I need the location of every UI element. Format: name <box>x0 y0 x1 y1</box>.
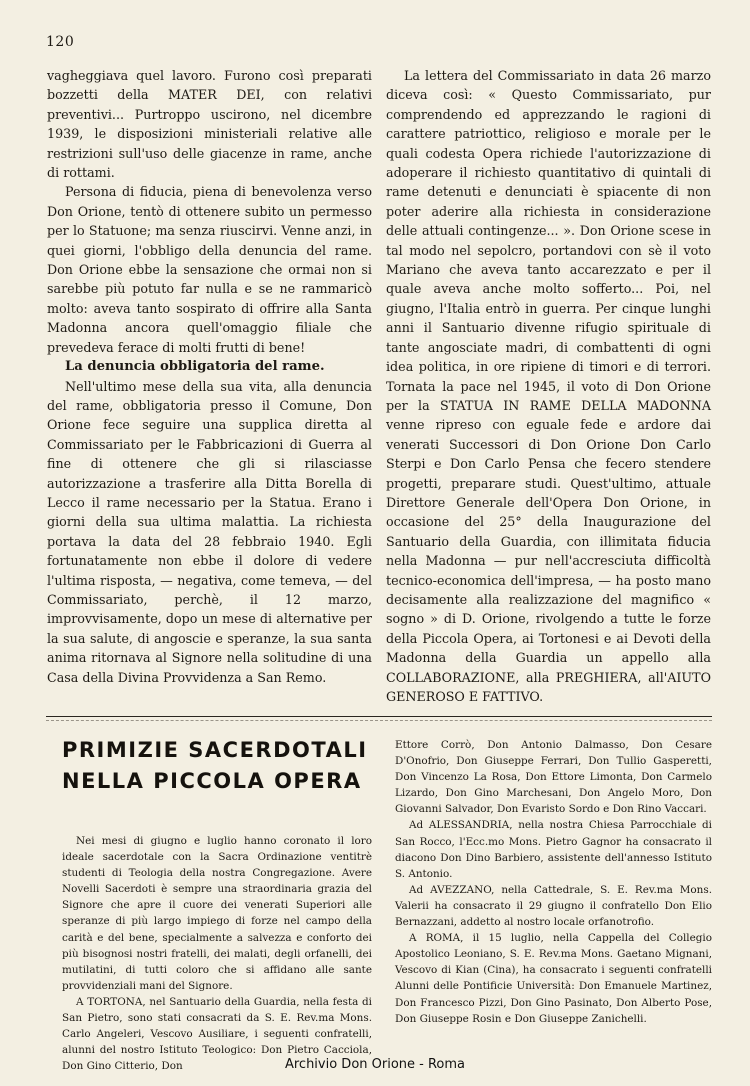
article-roma: A ROMA, il 15 luglio, nella Cappella del Collegio Apostolico Leoniano, S. E. Rev.ma Mons. Gaetano Mignani, Vescovo di Kian (Cina), ha consacrato i seguenti confratelli Alunni delle Pontificie Università: Don Emanuele Martinez, Don Francesco Pizzi, Don Gino Pasinato, Don Alberto Pose, Don Giuseppe Rosin e Don Giuseppe Zanichelli. <box>395 932 712 1025</box>
article-title-line-2: NELLA PICCOLA OPERA <box>62 769 362 793</box>
article-title <box>62 735 372 797</box>
left-text-column <box>47 66 372 687</box>
left-paragraph-1: vagheggiava quel lavoro. Furono così preparati bozzetti della MATER DEI, con relativi preventivi... Purtroppo uscirono, nel dicembre 1939, le disposizioni ministeriali relative alle restrizioni sull'uso delle giacenze in rame, anche di rottami. <box>47 68 372 181</box>
right-text-column <box>386 66 711 706</box>
page-number: 120 <box>46 34 75 50</box>
article-tortona: A TORTONA, nel Santuario della Guardia, nella festa di San Pietro, sono stati consacrati da S. E. Rev.ma Mons. Carlo Angeleri, Vescovo Ausiliare, i seguenti confratelli, alunni del nostro Istituto Teologico: Don Pietro Cacciola, Don Gino Citterio, Don <box>62 995 372 1073</box>
article-left-column <box>62 735 372 1074</box>
section-divider <box>46 716 712 717</box>
article-tortona-continued: Ettore Corrò, Don Antonio Dalmasso, Don Cesare D'Onofrio, Don Giuseppe Ferrari, Don Tullio Gasperetti, Don Vincenzo La Rosa, Don Ettore Limonta, Don Carmelo Lizardo, Don Gino Marchesani, Don Angelo Moro, Don Giovanni Salvador, Don Evaristo Sordo e Don Rino Vaccari. <box>395 739 712 816</box>
right-paragraph-1: La lettera del Commissariato in data 26 marzo diceva così: « Questo Commissariato, pur comprendendo ed apprezzando le ragioni di carattere patriottico, religioso e morale per le quali codesta Opera richiede l'autorizzazione di adoperare il richiesto quantitativo di quintali di rame detenuti e denunciati è spiacente di non poter aderire alla richiesta in considerazione delle attuali contingenze... ». Don Orione scese in tal modo nel sepolcro, portandovi con sè il voto Mariano che aveva tanto accarezzato e per il quale aveva anche molto sofferto... Poi, nel giugno, l'Italia entrò in guerra. Per cinque lunghi anni il Santuario divenne rifugio spirituale di tante angosciate madri, di combattenti di ogni idea politica, in ore ripiene di timori e di terrori. Tornata la pace nel 1945, il voto di Don Orione per la STATUA IN RAME DELLA MADONNA venne ripreso con eguale fede e ardore dai venerati Successori di Don Orione Don Carlo Sterpi e Don Carlo Pensa che fecero stendere progetti, preparare studi. Quest'ultimo, attuale Direttore Generale dell'Opera Don Orione, in occasione del 25° della Inaugurazione del Santuario della Guardia, con illimitata fiducia nella Madonna — pur nell'accresciuta difficoltà tecnico-economica dell'impresa, — ha posto mano decisamente alla realizzazione del magnifico « sogno » di D. Orione, rivolgendo a tutte le forze della Piccola Opera, ai Tortonesi e ai Devoti della Madonna della Guardia un appello alla COLLABORAZIONE, alla PREGHIERA, all'AIUTO GENEROSO E FATTIVO. <box>386 68 711 704</box>
article-alessandria: Ad ALESSANDRIA, nella nostra Chiesa Parrocchiale di San Rocco, l'Ecc.mo Mons. Pietro Gagnor ha consacrato il diacono Don Dino Barbiero, assistente dell'annesso Istituto S. Antonio. <box>395 819 712 880</box>
article-intro: Nei mesi di giugno e luglio hanno coronato il loro ideale sacerdotale con la Sacra Ordinazione ventitrè studenti di Teologia della nostra Congregazione. Avere Novelli Sacerdoti è sempre una straordinaria grazia del Signore che apre il cuore dei venerati Superiori alle speranze di più largo impiego di forze nel campo della carità e del bene, specialmente a salvezza e conforto dei più bisognosi nostri fratelli, dei malati, degli orfanelli, dei mutilatini, di tutti coloro che si affidano alle sante provvidenziali mani del Signore. <box>62 835 372 992</box>
section-divider-dotted <box>46 720 712 721</box>
left-paragraph-3: Nell'ultimo mese della sua vita, alla denuncia del rame, obbligatoria presso il Comune, Don Orione fece seguire una supplica diretta al Commissariato per le Fabbricazioni di Guerra al fine di ottenere che gli si rilasciasse autorizzazione a trasferire alla Ditta Borella di Lecco il rame necessario per la Statua. Erano i giorni della sua ultima malattia. La richiesta portava la data del 28 febbraio 1940. Egli fortunatamente non ebbe il dolore di vedere l'ultima risposta, — negativa, come temeva, — del Commissariato, perchè, il 12 marzo, improvvisamente, dopo un mese di alternative per la sua salute, di angoscie e speranze, la sua santa anima ritornava al Signore nella solitudine di una Casa della Divina Provvidenza a San Remo. <box>47 378 372 685</box>
archive-footer: Archivio Don Orione - Roma <box>284 1057 466 1072</box>
article-title-line-1: PRIMIZIE SACERDOTALI <box>62 738 368 762</box>
left-paragraph-2: Persona di fiducia, piena di benevolenza verso Don Orione, tentò di ottenere subito un permesso per lo Statuone; ma senza riuscirvi. Venne anzi, in quei giorni, l'obbligo della denuncia del rame. Don Orione ebbe la sensazione che ormai non si sarebbe più potuto far nulla e se ne rammaricò molto: aveva tanto sospirato di offrire alla Santa Madonna ancora quell'omaggio filiale che prevedeva ferace di molti frutti di bene! <box>47 184 372 355</box>
article-avezzano: Ad AVEZZANO, nella Cattedrale, S. E. Rev.ma Mons. Valerii ha consacrato il 29 giugno il confratello Don Elio Bernazzani, addetto al nostro locale orfanotrofio. <box>395 883 712 929</box>
article-left-text <box>62 833 372 1074</box>
section-heading: La denuncia obbligatoria del rame. <box>65 359 325 375</box>
article-right-column <box>395 737 712 1027</box>
